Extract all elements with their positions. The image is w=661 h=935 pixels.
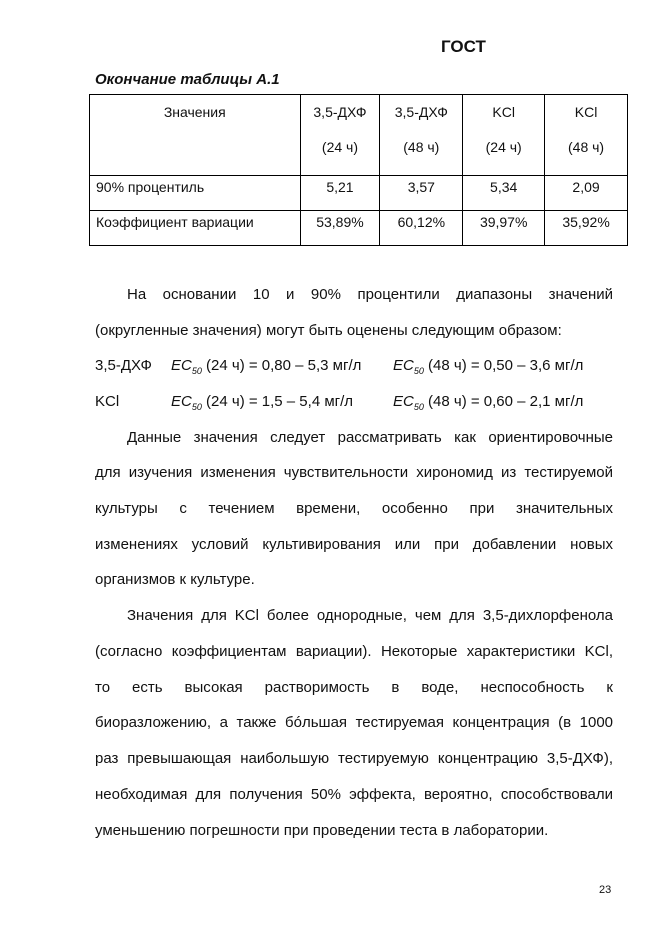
paragraph-line: организмов к культуре. xyxy=(95,571,255,588)
formula-range: (24 ч) = 0,80 – 5,3 мг/л xyxy=(201,357,362,374)
paragraph-line: Значения для KCl более однородные, чем для 3,5-дихлорфенола xyxy=(127,607,613,624)
row-label-cell xyxy=(90,176,301,211)
paragraph-line: На основании 10 и 90% процентили диапазоны значений xyxy=(127,286,613,303)
standard-header: ГОСТ xyxy=(441,37,486,56)
table-cell xyxy=(380,176,463,211)
column-name: 3,5-ДХФ xyxy=(313,104,367,120)
table-cell xyxy=(300,211,380,246)
column-period: (24 ч) xyxy=(321,139,358,155)
column-period: (24 ч) xyxy=(485,139,522,155)
table-header-row xyxy=(90,95,628,176)
formula-range: (48 ч) = 0,50 – 3,6 мг/л xyxy=(423,357,584,374)
cell-value: 3,57 xyxy=(407,179,435,195)
header-cell xyxy=(463,95,545,176)
ec-symbol: EC xyxy=(171,357,192,374)
table-cell xyxy=(300,176,380,211)
header-label: Значения xyxy=(163,104,226,120)
cell-value: 5,21 xyxy=(326,179,354,195)
column-name: 3,5-ДХФ xyxy=(394,104,448,120)
paragraph-line: изменениях условий культивирования или при добавлении новых xyxy=(95,536,613,553)
column-period: (48 ч) xyxy=(568,139,605,155)
ec-subscript: 50 xyxy=(191,366,202,376)
header-label-cell xyxy=(90,95,301,176)
ec-symbol: EC xyxy=(393,357,414,374)
formula-ec50-48h xyxy=(393,357,583,376)
paragraph-line: биоразложению, а также бóльшая тестируемая концентрация (в 1000 xyxy=(95,714,613,731)
cell-value: 35,92% xyxy=(562,214,610,230)
formula-ec50-24h xyxy=(171,357,361,376)
ec-symbol: EC xyxy=(171,393,192,410)
formula-range: (48 ч) = 0,60 – 2,1 мг/л xyxy=(423,393,584,410)
header-cell xyxy=(380,95,463,176)
header-cell xyxy=(545,95,628,176)
ec-subscript: 50 xyxy=(413,402,424,412)
paragraph-line: уменьшению погрешности при проведении теста в лаборатории. xyxy=(95,822,549,839)
ec-symbol: EC xyxy=(393,393,414,410)
row-label-cell xyxy=(90,211,301,246)
table-cell xyxy=(545,176,628,211)
paragraph-line: то есть высокая растворимость в воде, неспособность к xyxy=(95,679,613,696)
cell-value: 5,34 xyxy=(490,179,518,195)
table-cell xyxy=(463,176,545,211)
table-caption: Окончание таблицы А.1 xyxy=(95,71,280,88)
cell-value: 60,12% xyxy=(397,214,446,230)
table-cell xyxy=(463,211,545,246)
cell-value: 2,09 xyxy=(572,179,600,195)
paragraph-line: для изучения изменения чувствительности хирономид из тестируемой xyxy=(95,464,613,481)
paragraph-line: (округленные значения) могут быть оценены следующим образом: xyxy=(95,322,562,339)
formula-ec50-48h xyxy=(393,393,583,412)
values-table xyxy=(89,94,628,246)
cell-value: 53,89% xyxy=(316,214,364,230)
table-row xyxy=(90,211,628,246)
paragraph-line: (согласно коэффициентам вариации). Некоторые характеристики KCl, xyxy=(95,643,613,660)
cell-value: 39,97% xyxy=(479,214,528,230)
formula-substance: 3,5-ДХФ xyxy=(95,357,152,374)
paragraph-line: необходимая для получения 50% эффекта, вероятно, способствовали xyxy=(95,786,613,803)
table-cell xyxy=(545,211,628,246)
row-label: Коэффициент вариации xyxy=(96,214,254,230)
row-label: 90% процентиль xyxy=(96,179,205,195)
table-row xyxy=(90,176,628,211)
column-period: (48 ч) xyxy=(403,139,440,155)
table-cell xyxy=(380,211,463,246)
ec-subscript: 50 xyxy=(191,402,202,412)
paragraph-line: культуры с течением времени, особенно при значительных xyxy=(95,500,613,517)
formula-range: (24 ч) = 1,5 – 5,4 мг/л xyxy=(201,393,354,410)
paragraph-line: Данные значения следует рассматривать как ориентировочные xyxy=(127,429,613,446)
paragraph-line: раз превышающая наибольшую тестируемую концентрацию 3,5-ДХФ), xyxy=(95,750,613,767)
formula-substance: KCl xyxy=(95,393,120,410)
formula-ec50-24h xyxy=(171,393,353,412)
ec-subscript: 50 xyxy=(413,366,424,376)
header-cell xyxy=(300,95,380,176)
column-name: KCl xyxy=(574,104,598,120)
column-name: KCl xyxy=(492,104,515,120)
page-number: 23 xyxy=(599,884,612,896)
